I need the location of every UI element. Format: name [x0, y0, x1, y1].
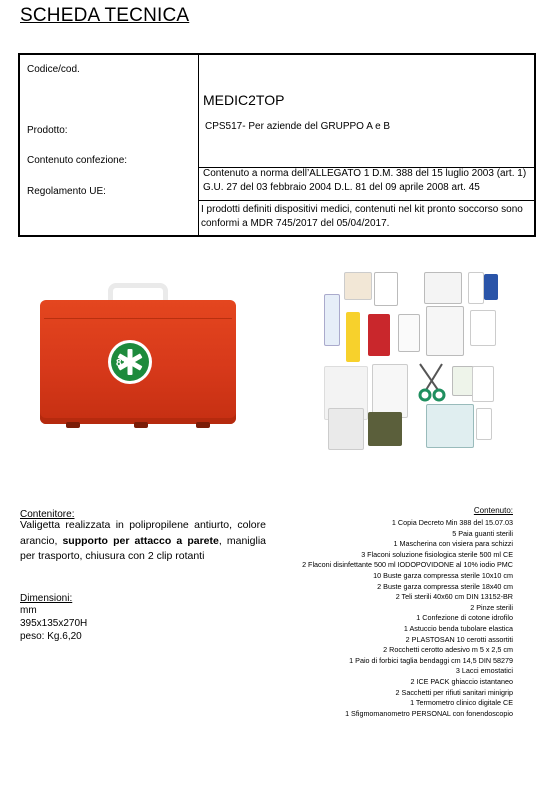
contents-list — [293, 518, 513, 719]
blue-package — [484, 274, 498, 300]
list-item: 2 PLASTOSAN 10 cerotti assortiti — [405, 634, 513, 644]
list-item: 2 Pinze sterili — [470, 602, 513, 612]
list-item: 10 Buste garza compressa sterile 10x10 cm — [373, 570, 513, 580]
ice-pack — [426, 404, 474, 448]
list-item: 2 Flaconi disinfettante 500 ml IODOPOVIDONE al 10% iodio PMC — [302, 560, 513, 570]
container-label: Contenitore: — [20, 509, 75, 520]
sterile-pack — [398, 314, 420, 352]
tape-roll — [470, 310, 496, 346]
mask-package — [424, 272, 462, 304]
list-item: 1 Termometro clinico digitale CE — [410, 698, 513, 708]
case-foot — [134, 422, 148, 428]
dimensions-block — [20, 604, 87, 643]
code-label: Codice/cod. — [27, 64, 80, 75]
spec-table — [18, 53, 536, 237]
first-aid-case-image — [40, 297, 236, 430]
case-foot — [66, 422, 80, 428]
list-item: 2 Buste garza compressa sterile 18x40 cm — [377, 581, 513, 591]
dimensions-weight: peso: Kg.6,20 — [20, 631, 82, 642]
documents — [328, 408, 364, 450]
spec-column-divider — [198, 55, 199, 235]
list-item: 3 Lacci emostatici — [455, 666, 513, 676]
package-label: Contenuto confezione: — [27, 155, 128, 166]
list-item: 2 Rocchetti cerotto adesivo m 5 x 2,5 cm — [383, 645, 513, 655]
package-value: Contenuto a norma dell’ALLEGATO 1 D.M. 388 del 15 luglio 2003 (art. 1) G.U. 27 del 03 febbraio 2004 D.L. 81 del 09 aprile 2008 art. 45 — [203, 168, 527, 193]
gauze-package — [374, 272, 398, 306]
container-description-bold: supporto per attacco a parete — [62, 534, 219, 547]
dimensions-label: Dimensioni: — [20, 593, 73, 604]
sterile-sheet-package — [426, 306, 464, 356]
container-description — [20, 518, 266, 565]
thermometer-package — [472, 366, 494, 402]
medical-star-emblem — [108, 340, 152, 384]
list-item: 1 Paio di forbici taglia bendaggi cm 14,5 DIN 58279 — [349, 655, 513, 665]
list-item: 1 Confezione di cotone idrofilo — [416, 613, 513, 623]
product-value: CPS517- Per aziende del GRUPPO A e B — [205, 121, 391, 132]
bandage-package — [468, 272, 484, 304]
case-handle — [108, 283, 168, 301]
list-item: 1 Sfigmomanometro PERSONAL con fonendoscopio — [345, 708, 513, 718]
list-item: 2 Sacchetti per rifiuti sanitari minigrip — [395, 687, 513, 697]
case-lid-line — [44, 318, 232, 319]
cotton-package — [452, 366, 474, 396]
code-value: MEDIC2TOP — [203, 92, 285, 108]
list-item: 1 Mascherina con visiera para schizzi — [393, 539, 513, 549]
scissors-icon — [414, 360, 448, 404]
disinfectant-bottle — [346, 312, 360, 362]
contents-label: Contenuto: — [473, 506, 513, 515]
list-item: 2 Teli sterili 40x60 cm DIN 13152-BR — [395, 592, 513, 602]
container-description-suffix: , maniglia per trasporto, chiusura con 2 clip rotanti — [20, 534, 266, 562]
emblem-text: 81 — [116, 358, 128, 369]
page-title: SCHEDA TECNICA — [20, 5, 190, 26]
regulation-label: Regolamento UE: — [27, 186, 106, 197]
list-item: 3 Flaconi soluzione fisiologica sterile 500 ml CE — [361, 549, 513, 559]
regulation-value: I prodotti definiti dispositivi medici, contenuti nel kit pronto soccorso sono conformi a MDR 745/2017 del 05/04/2017. — [201, 204, 523, 229]
kit-contents-image — [322, 270, 498, 450]
tweezers-package — [476, 408, 492, 440]
list-item: 1 Astuccio benda tubolare elastica — [403, 623, 513, 633]
dimensions-unit: mm — [20, 605, 37, 616]
spec-row-divider — [198, 200, 534, 201]
case-foot — [196, 422, 210, 428]
plaster-box — [368, 314, 390, 356]
star-of-life-icon — [113, 345, 147, 379]
list-item: 1 Copia Decreto Min 388 del 15.07.03 — [391, 518, 513, 527]
list-item: 5 Paia guanti sterili — [452, 528, 513, 538]
saline-bottle — [324, 294, 340, 346]
case-body — [40, 300, 236, 424]
list-item: 2 ICE PACK ghiaccio istantaneo — [410, 676, 513, 686]
dimensions-size: 395x135x270H — [20, 618, 88, 629]
gauze-box — [372, 364, 408, 418]
container-description-prefix: Valigetta realizzata in polipropilene antiurto, colore arancio, — [20, 519, 266, 547]
tourniquet-pack — [368, 412, 402, 446]
gloves-package — [344, 272, 372, 300]
product-label: Prodotto: — [27, 125, 68, 136]
